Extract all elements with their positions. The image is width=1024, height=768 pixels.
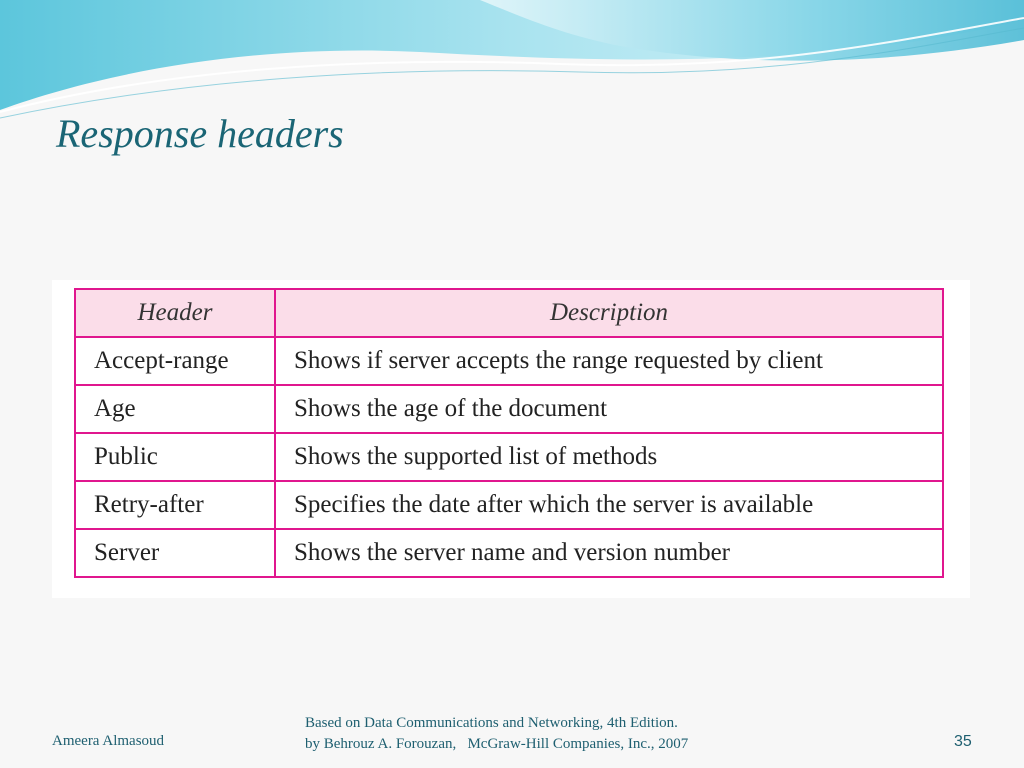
table-panel: [52, 280, 970, 598]
response-headers-table: [74, 288, 944, 578]
header-description-cell: Specifies the date after which the server is available: [275, 481, 943, 529]
header-description-cell: Shows if server accepts the range requested by client: [275, 337, 943, 385]
header-name-cell: Public: [75, 433, 275, 481]
header-name-cell: Accept-range: [75, 337, 275, 385]
table-row: [75, 337, 943, 385]
header-name-cell: Age: [75, 385, 275, 433]
header-name-cell: Retry-after: [75, 481, 275, 529]
table-row: [75, 433, 943, 481]
slide-title: Response headers: [56, 111, 344, 156]
table-row: [75, 385, 943, 433]
footer-source-line-1: Based on Data Communications and Networking, 4th Edition.: [305, 715, 678, 731]
footer-source-line-2: by Behrouz A. Forouzan, McGraw-Hill Companies, Inc., 2007: [305, 736, 689, 752]
header-name-cell: Server: [75, 529, 275, 577]
column-header-header: Header: [75, 289, 275, 337]
footer-author: Ameera Almasoud: [52, 733, 165, 749]
table-row: [75, 481, 943, 529]
table-row: [75, 529, 943, 577]
header-description-cell: Shows the age of the document: [275, 385, 943, 433]
table-header-row: [75, 289, 943, 337]
footer-source: [305, 713, 688, 755]
decorative-wave-banner: [0, 0, 1024, 120]
page-number: 35: [954, 733, 972, 750]
header-description-cell: Shows the server name and version number: [275, 529, 943, 577]
header-description-cell: Shows the supported list of methods: [275, 433, 943, 481]
column-header-description: Description: [275, 289, 943, 337]
